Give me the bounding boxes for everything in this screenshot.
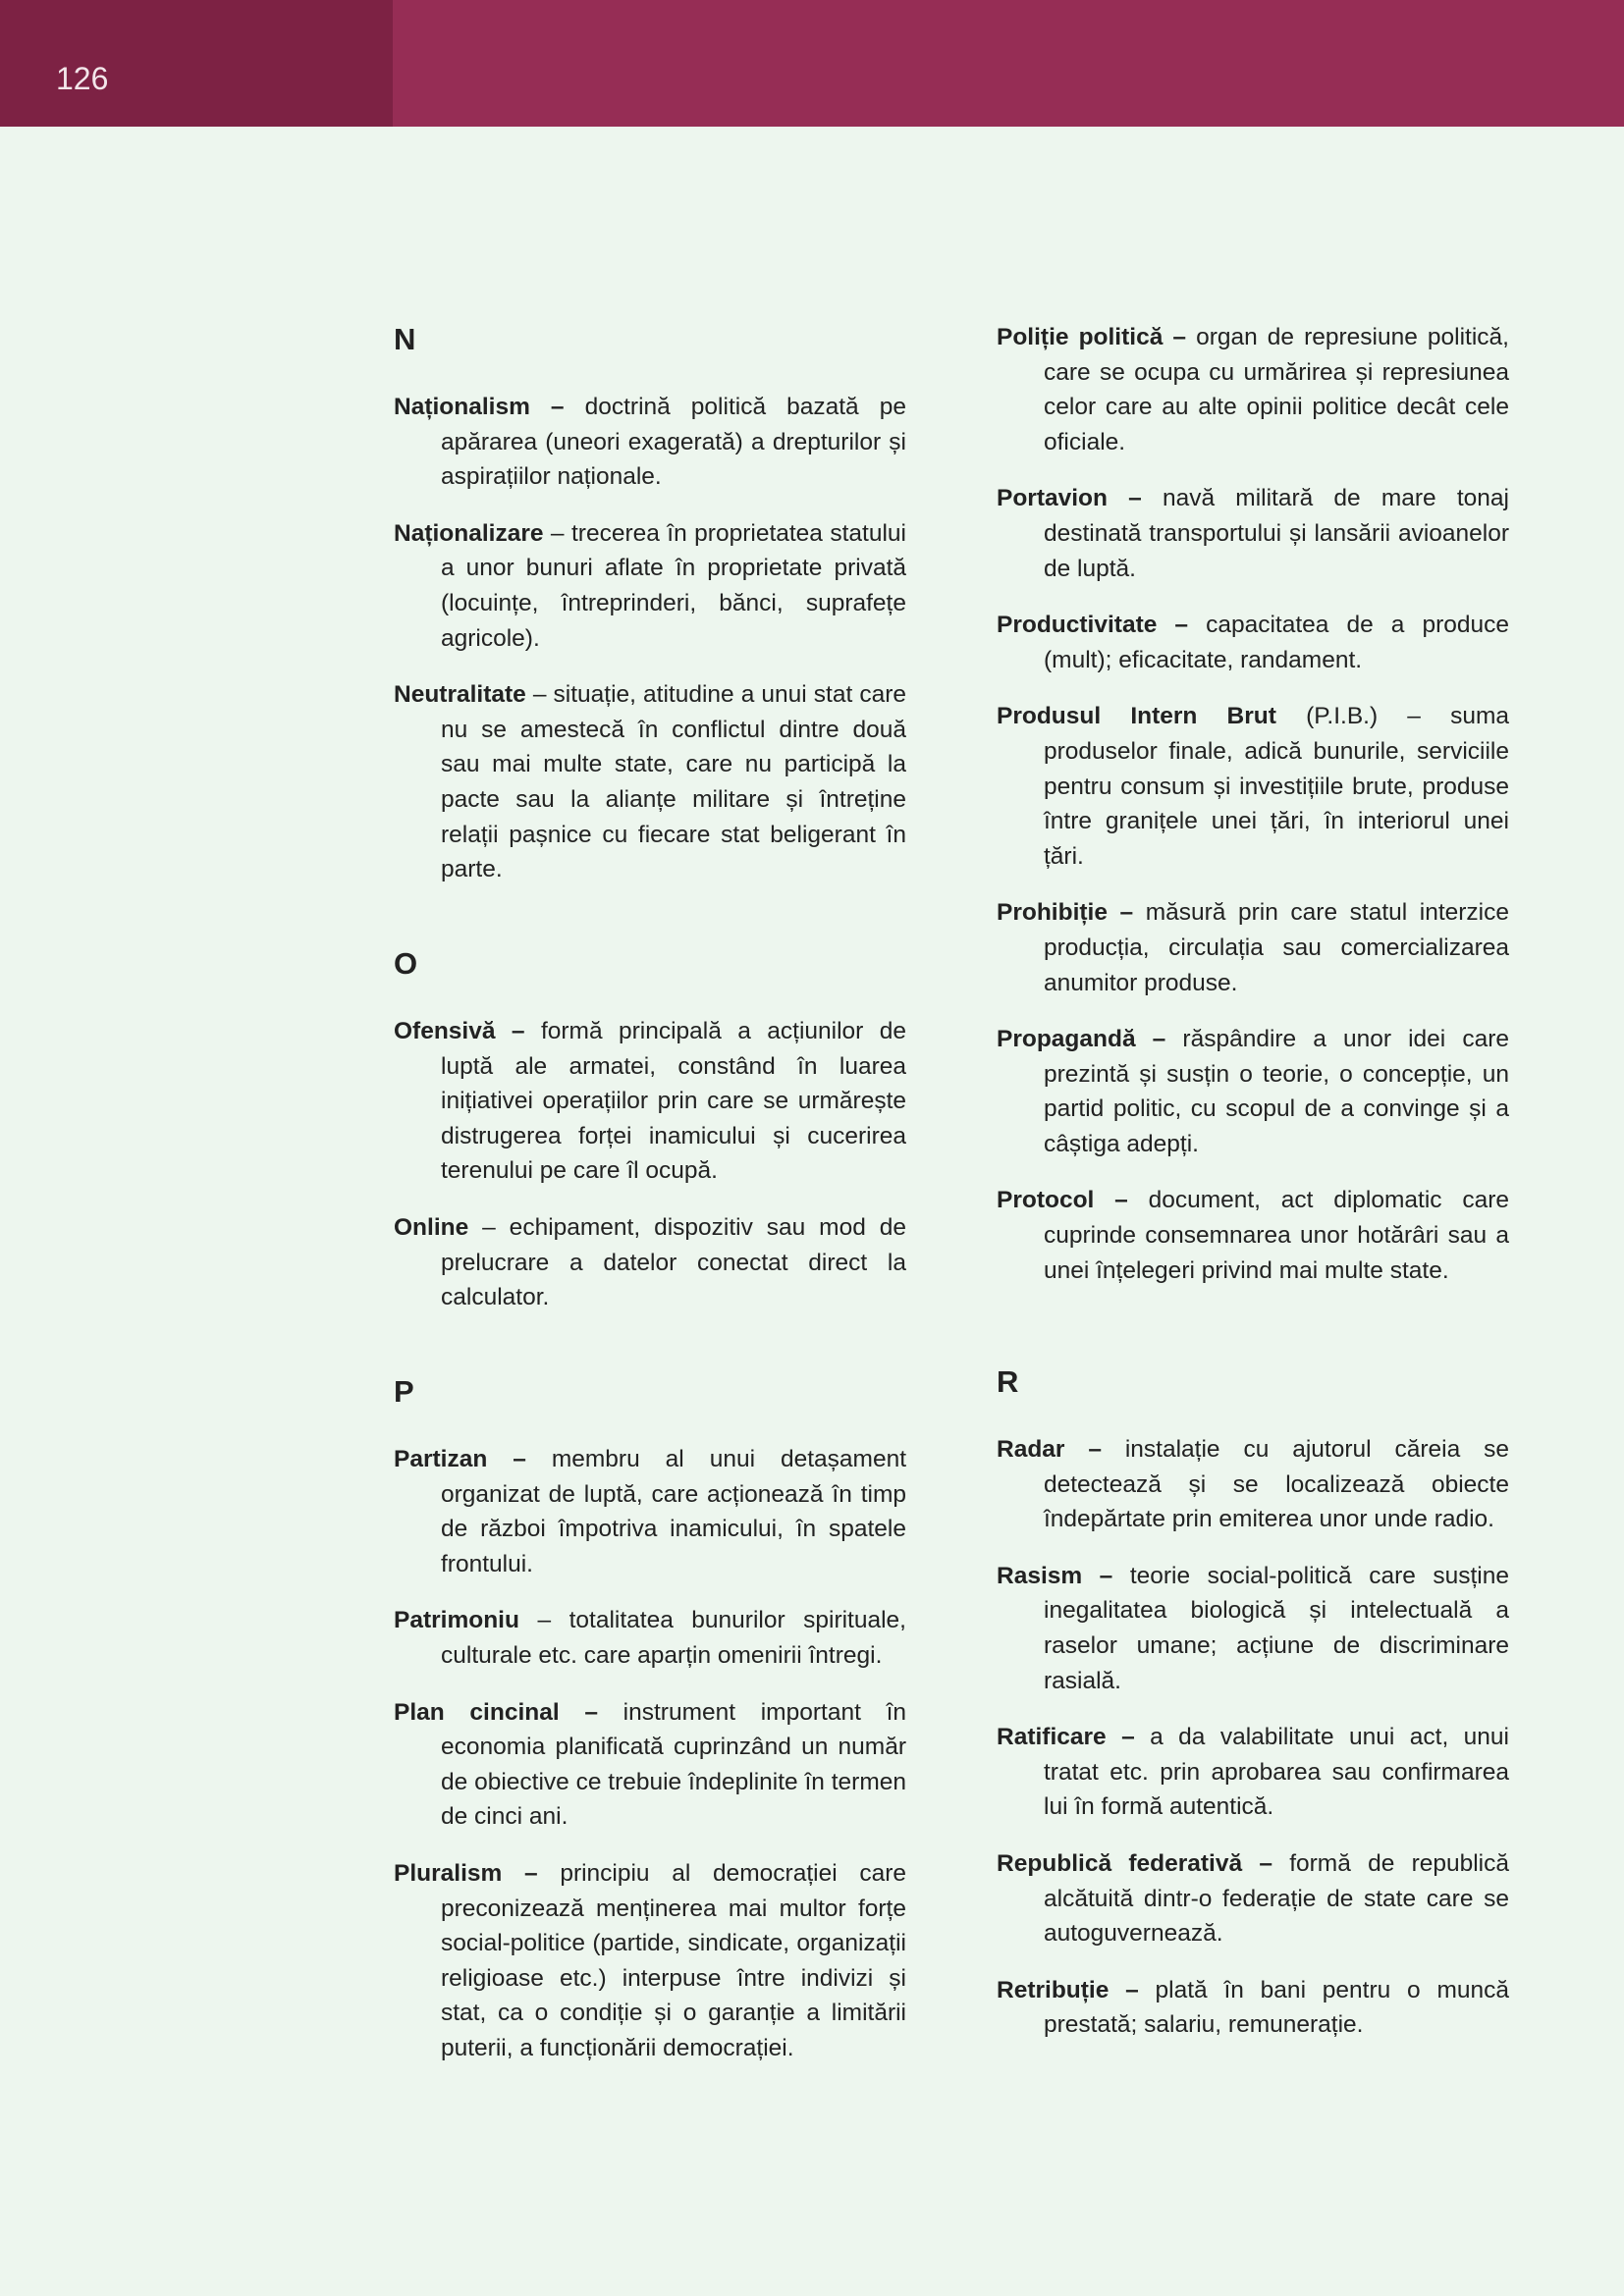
glossary-term: Propagandă – xyxy=(997,1026,1166,1053)
glossary-term: Neutralitate xyxy=(394,681,526,709)
glossary-entry xyxy=(997,699,1509,874)
glossary-definition: doctrină politică bazată pe apărarea (uneori exagerată) a drepturilor și aspirațiilor naționale. xyxy=(441,394,906,491)
glossary-entry xyxy=(997,481,1509,586)
page-number: 126 xyxy=(56,61,109,96)
glossary-term: Plan cincinal – xyxy=(394,1698,598,1726)
section-o xyxy=(394,948,906,1337)
glossary-entry xyxy=(997,895,1509,1000)
section-p xyxy=(394,1376,906,2088)
glossary-entry xyxy=(394,390,906,495)
glossary-term: Portavion – xyxy=(997,485,1142,512)
glossary-term: Ratificare – xyxy=(997,1724,1135,1751)
glossary-definition: – echipament, dispozitiv sau mod de prelucrare a datelor conectat direct la calculator. xyxy=(441,1213,906,1311)
glossary-entry xyxy=(394,1856,906,2066)
glossary-definition: membru al unui detașament organizat de luptă, care acționează în timp de război împotriva inamicului, în spatele frontului. xyxy=(441,1446,907,1577)
glossary-entry xyxy=(997,1973,1509,2043)
glossary-term: Productivitate – xyxy=(997,612,1189,639)
glossary-entry xyxy=(394,516,906,656)
glossary-entry xyxy=(997,1183,1509,1288)
glossary-term: Patrimoniu xyxy=(394,1607,519,1634)
glossary-term: Poliție politică – xyxy=(997,324,1187,350)
glossary-entry xyxy=(394,1603,906,1673)
section-letter: O xyxy=(394,946,418,981)
glossary-definition: a da valabilitate unui act, unui tratat etc. prin aprobarea sau confirmarea lui în formă autentică. xyxy=(1044,1724,1509,1821)
glossary-definition: organ de represiune politică, care se ocupa cu urmărirea și represiunea celor care au alte opinii politice decât cele oficiale. xyxy=(1044,324,1509,455)
glossary-entry xyxy=(997,1022,1509,1161)
glossary-definition: – situație, atitudine a unui stat care nu se amestecă în conflictul dintre două sau mai multe state, care nu participă la pacte sau la alianțe militare și întreține relații pașnice cu fiecare stat beligerant în parte. xyxy=(441,681,906,883)
glossary-term: Naționalism – xyxy=(394,394,565,420)
glossary-definition: instalație cu ajutorul căreia se detectează și se localizează obiecte îndepărtate prin emiterea unor unde radio. xyxy=(1044,1436,1509,1533)
glossary-term: Pluralism – xyxy=(394,1859,538,1887)
glossary-term: Prohibiție – xyxy=(997,899,1134,927)
glossary-entry xyxy=(997,1559,1509,1698)
section-p-continued xyxy=(997,320,1509,1309)
glossary-definition: – totalitatea bunurilor spirituale, culturale etc. care aparțin omenirii întregi. xyxy=(441,1607,906,1669)
glossary-entry xyxy=(997,1720,1509,1825)
glossary-entry xyxy=(997,608,1509,677)
glossary-definition: teorie social-politică care susține inegalitatea biologică și intelectuală a raselor umane; acțiune de discriminare rasială. xyxy=(1044,1562,1509,1694)
section-letter: N xyxy=(394,322,416,356)
page-header xyxy=(0,0,1624,127)
glossary-term: Protocol – xyxy=(997,1187,1128,1214)
glossary-definition: formă principală a acțiunilor de luptă ale armatei, constând în luarea inițiativei operațiilor prin care se urmărește distrugerea forței inamicului și cucerirea terenului pe care îl ocupă. xyxy=(441,1018,906,1185)
glossary-term: Ofensivă – xyxy=(394,1018,525,1044)
glossary-entry xyxy=(394,677,906,887)
section-n xyxy=(394,324,906,909)
glossary-term: Radar – xyxy=(997,1436,1102,1463)
glossary-definition: document, act diplomatic care cuprinde consemnarea unor hotărâri sau a unei înțelegeri privind mai multe state. xyxy=(1044,1187,1509,1284)
glossary-term: Produsul Intern Brut xyxy=(997,703,1276,730)
glossary-term: Naționalizare xyxy=(394,519,544,547)
glossary-term: Retribuție – xyxy=(997,1976,1139,2003)
glossary-term: Partizan – xyxy=(394,1446,526,1472)
glossary-entry xyxy=(394,1210,906,1315)
glossary-entry xyxy=(997,320,1509,459)
glossary-definition: răspândire a unor idei care prezintă și susțin o teorie, o concepție, un partid politic, cu scopul de a convinge și a câștiga adepți. xyxy=(1044,1026,1510,1157)
glossary-entry xyxy=(997,1432,1509,1537)
glossary-definition: plată în bani pentru o muncă prestată; salariu, remunerație. xyxy=(1044,1976,1509,2039)
section-letter: P xyxy=(394,1374,414,1409)
glossary-term: Rasism – xyxy=(997,1562,1113,1589)
glossary-definition: (P.I.B.) – suma produselor finale, adică bunurile, serviciile pentru consum și investițiile brute, produse între granițele unei țări, în interiorul unei țări. xyxy=(1044,703,1509,870)
section-r xyxy=(997,1366,1509,2064)
glossary-definition: instrument important în economia planificată cuprinzând un număr de obiective ce trebuie îndeplinite în termen de cinci ani. xyxy=(441,1698,906,1831)
glossary-entry xyxy=(997,1846,1509,1951)
glossary-entry xyxy=(394,1442,906,1581)
glossary-term: Republică federativă – xyxy=(997,1849,1272,1877)
glossary-definition: măsură prin care statul interzice producția, circulația sau comercializarea anumitor produse. xyxy=(1044,899,1509,996)
glossary-entry xyxy=(394,1695,906,1835)
glossary-definition: – trecerea în proprietatea statului a unor bunuri aflate în proprietate privată (locuințe, întreprinderi, bănci, suprafețe agricole). xyxy=(441,519,906,652)
section-letter: R xyxy=(997,1364,1019,1399)
glossary-definition: principiu al democrației care preconizează menținerea mai multor forțe social-politice (partide, sindicate, organizații religioase etc.) interpuse între indivizi și stat, ca o condiție și o garanție a limitării puterii, a funcționării democrației. xyxy=(441,1859,906,2061)
glossary-definition: capacitatea de a produce (mult); eficacitate, randament. xyxy=(1044,612,1509,673)
glossary-term: Online xyxy=(394,1213,469,1241)
glossary-definition: navă militară de mare tonaj destinată transportului și lansării avioanelor de luptă. xyxy=(1044,485,1509,582)
glossary-entry xyxy=(394,1014,906,1189)
glossary-definition: formă de republică alcătuită dintr-o federație de state care se autoguvernează. xyxy=(1044,1849,1509,1948)
